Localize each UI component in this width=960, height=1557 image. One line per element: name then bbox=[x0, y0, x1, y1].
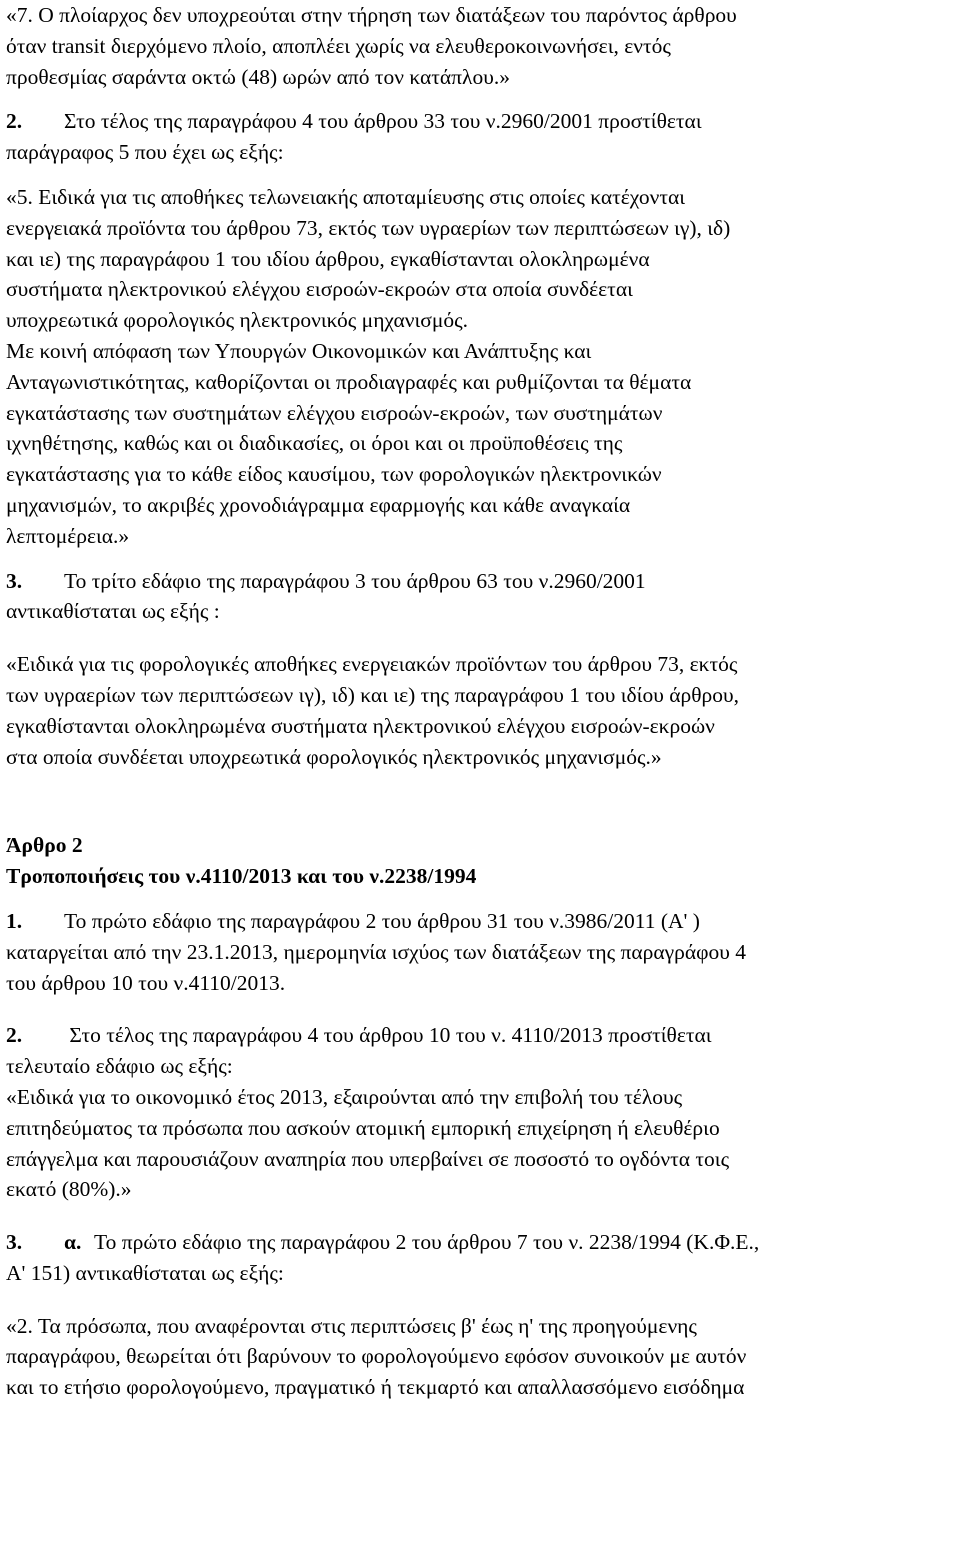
text-line: προθεσμίας σαράντα οκτώ (48) ωρών από τον κατάπλου.» bbox=[6, 64, 510, 89]
text-line: όταν transit διερχόμενο πλοίο, αποπλέει χωρίς να ελευθεροκοινωνήσει, εντός bbox=[6, 33, 671, 58]
text-line: παράγραφος 5 που έχει ως εξής: bbox=[6, 140, 284, 165]
text-line: ενεργειακά προϊόντα του άρθρου 73, εκτός των υγραερίων των περιπτώσεων ιγ), ιδ) bbox=[6, 215, 731, 240]
article-title: Άρθρο 2 bbox=[6, 833, 83, 858]
article2-item-2 bbox=[6, 1020, 956, 1205]
text-line: «7. Ο πλοίαρχος δεν υποχρεούται στην τήρηση των διατάξεων του παρόντος άρθρου bbox=[6, 3, 737, 27]
text-line: των υγραερίων των περιπτώσεων ιγ), ιδ) και ιε) της παραγράφου 1 του ιδίου άρθρου, bbox=[6, 682, 740, 707]
text-line: εγκατάστασης των συστημάτων ελέγχου εισροών-εκροών, των συστημάτων bbox=[6, 400, 663, 425]
text-line: «Ειδικά για το οικονομικό έτος 2013, εξαιρούνται από την επιβολή του τέλους bbox=[6, 1084, 683, 1109]
text-line: του άρθρου 10 του ν.4110/2013. bbox=[6, 970, 286, 995]
text-line: επάγγελμα και παρουσιάζουν αναπηρία που υπερβαίνει σε ποσοστό το ογδόντα τοις bbox=[6, 1146, 730, 1171]
item-number: 3. bbox=[6, 1230, 23, 1255]
item-number: 3. bbox=[6, 568, 23, 593]
text-line: υποχρεωτικά φορολογικός ηλεκτρονικός μηχανισμός. bbox=[6, 308, 469, 333]
text-line: αντικαθίσταται ως εξής : bbox=[6, 599, 220, 624]
text-line: εγκαθίστανται ολοκληρωμένα συστήματα ηλεκτρονικού ελέγχου εισροών-εκροών bbox=[6, 713, 715, 738]
text-line: μηχανισμών, το ακριβές χρονοδιάγραμμα εφαρμογής και κάθε αναγκαία bbox=[6, 492, 631, 517]
item-3-amendment bbox=[6, 566, 956, 628]
text-line: συστήματα ηλεκτρονικού ελέγχου εισροών-εκροών στα οποία συνδέεται bbox=[6, 277, 633, 302]
text-line: Στο τέλος της παραγράφου 4 του άρθρου 10 του ν. 4110/2013 προστίθεται bbox=[64, 1023, 712, 1048]
text-line: Α' 151) αντικαθίσταται ως εξής: bbox=[6, 1260, 284, 1285]
item-letter: α. bbox=[64, 1230, 82, 1255]
text-line: «5. Ειδικά για τις αποθήκες τελωνειακής αποταμίευσης στις οποίες κατέχονται bbox=[6, 184, 686, 209]
item-number: 2. bbox=[6, 109, 23, 134]
item-number: 2. bbox=[6, 1023, 23, 1048]
article2-item-1 bbox=[6, 906, 956, 998]
text-line: «Ειδικά για τις φορολογικές αποθήκες ενεργειακών προϊόντων του άρθρου 73, εκτός bbox=[6, 652, 738, 677]
text-line: λεπτομέρεια.» bbox=[6, 523, 130, 548]
paragraph-5-quote bbox=[6, 182, 956, 552]
paragraph-7-quote bbox=[6, 0, 956, 92]
text-line: και ιε) της παραγράφου 1 του ιδίου άρθρου, εγκαθίστανται ολοκληρωμένα bbox=[6, 246, 650, 271]
text-line: καταργείται από την 23.1.2013, ημερομηνία ισχύος των διατάξεων της παραγράφου 4 bbox=[6, 939, 747, 964]
text-line: επιτηδεύματος τα πρόσωπα που ασκούν ατομική εμπορική επιχείρηση ή ελευθέριο bbox=[6, 1115, 720, 1140]
item-2-amendment bbox=[6, 106, 956, 168]
article-header bbox=[6, 830, 956, 892]
text-line: Ανταγωνιστικότητας, καθορίζονται οι προδιαγραφές και ρυθμίζονται τα θέματα bbox=[6, 369, 692, 394]
text-line: Με κοινή απόφαση των Υπουργών Οικονομικών και Ανάπτυξης και bbox=[6, 338, 592, 363]
text-line: στα οποία συνδέεται υποχρεωτικά φορολογικός ηλεκτρονικός μηχανισμός.» bbox=[6, 744, 662, 769]
text-line: ιχνηθέτησης, καθώς και οι διαδικασίες, οι όροι και οι προϋποθέσεις της bbox=[6, 431, 623, 456]
text-line: παραγράφου, θεωρείται ότι βαρύνουν το φορολογούμενο εφόσον συνοικούν με αυτόν bbox=[6, 1344, 747, 1369]
article2-item-3 bbox=[6, 1227, 956, 1289]
paragraph-2-quote bbox=[6, 1311, 956, 1403]
text-line: «2. Τα πρόσωπα, που αναφέρονται στις περιπτώσεις β' έως η' της προηγούμενης bbox=[6, 1313, 697, 1338]
text-line: και το ετήσιο φορολογούμενο, πραγματικό ή τεκμαρτό και απαλλασσόμενο εισόδημα bbox=[6, 1375, 745, 1400]
article-subtitle: Τροποποιήσεις του ν.4110/2013 και του ν.2238/1994 bbox=[6, 864, 477, 889]
text-line: εγκατάστασης για το κάθε είδος καυσίμου, των φορολογικών ηλεκτρονικών bbox=[6, 462, 662, 487]
text-line: Το πρώτο εδάφιο της παραγράφου 2 του άρθρου 7 του ν. 2238/1994 (Κ.Φ.Ε., bbox=[94, 1230, 760, 1255]
item-number: 1. bbox=[6, 908, 23, 933]
text-line: Το τρίτο εδάφιο της παραγράφου 3 του άρθρου 63 του ν.2960/2001 bbox=[64, 568, 646, 593]
text-line: Το πρώτο εδάφιο της παραγράφου 2 του άρθρου 31 του ν.3986/2011 (Α' ) bbox=[64, 908, 700, 933]
document-page bbox=[6, 0, 956, 1403]
text-line: Στο τέλος της παραγράφου 4 του άρθρου 33 του ν.2960/2001 προστίθεται bbox=[64, 109, 702, 134]
replacement-quote bbox=[6, 649, 956, 772]
text-line: τελευταίο εδάφιο ως εξής: bbox=[6, 1054, 233, 1079]
text-line: εκατό (80%).» bbox=[6, 1177, 132, 1202]
